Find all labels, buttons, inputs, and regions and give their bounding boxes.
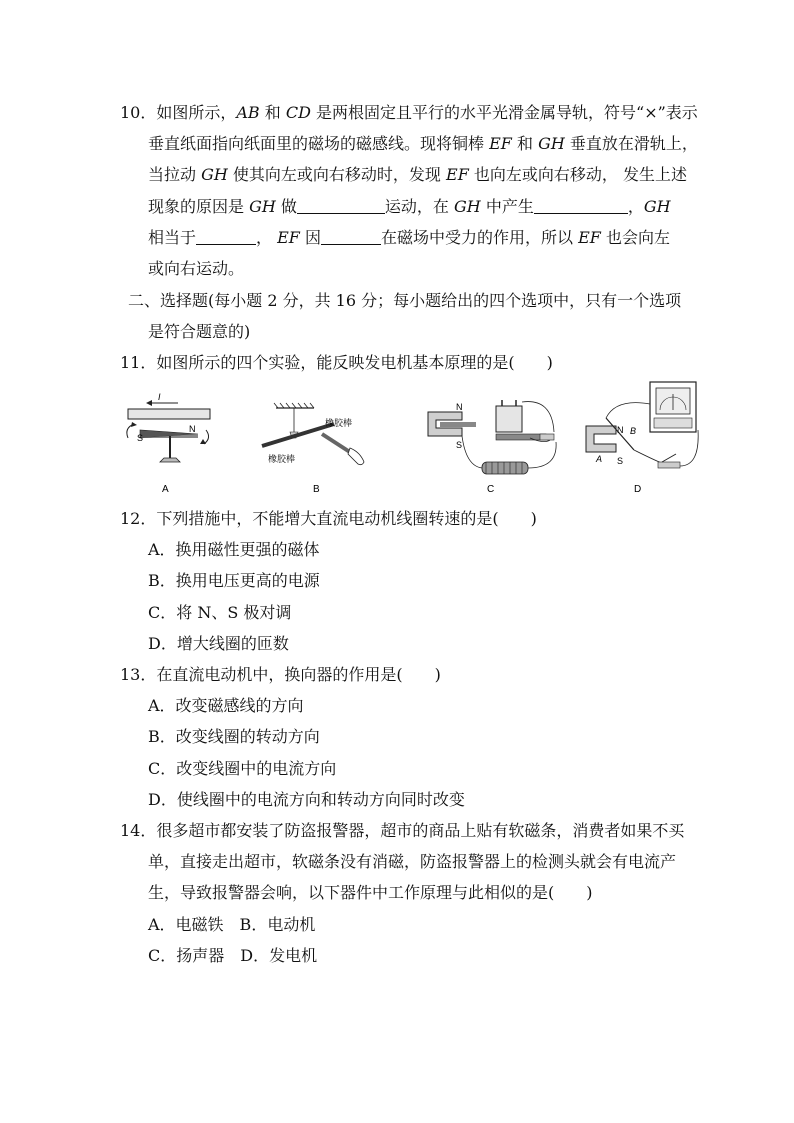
a-south-label: S bbox=[137, 433, 144, 443]
q13-option-b[interactable]: B．改变线圈的转动方向 bbox=[148, 727, 320, 746]
d-north-label: N bbox=[617, 425, 624, 435]
figure-c-electromagnet-circuit bbox=[428, 400, 556, 495]
figure-d-label: D bbox=[634, 484, 642, 495]
answer-blank-2[interactable] bbox=[534, 197, 628, 214]
q12-option-c[interactable]: C．将 N、S 极对调 bbox=[148, 603, 292, 622]
section-2-header: 二、选择题(每小题 2 分，共 16 分；每小题给出的四个选项中，只有一个选项 bbox=[128, 291, 682, 310]
q10-line-1: 10．如图所示，AB 和 CD 是两根固定且平行的水平光滑金属导轨，符号“×”表示 bbox=[120, 103, 698, 122]
b-rod-label-2: 橡胶棒 bbox=[268, 454, 296, 464]
q14-line-1: 14．很多超市都安装了防盗报警器，超市的商品上贴有软磁条，消费者如果不买 bbox=[120, 821, 685, 840]
c-north-label: N bbox=[456, 402, 463, 412]
figure-d-galvanometer bbox=[586, 382, 698, 495]
q13-option-c[interactable]: C．改变线圈中的电流方向 bbox=[148, 759, 337, 778]
c-south-label: S bbox=[456, 440, 463, 450]
d-a-label: A bbox=[596, 454, 603, 464]
d-b-label: B bbox=[630, 426, 637, 436]
q10-line-3: 当拉动 GH 使其向左或向右移动时，发现 EF 也向左或向右移动， 发生上述 bbox=[148, 165, 687, 184]
figure-a-label: A bbox=[162, 484, 169, 495]
answer-blank-3[interactable] bbox=[196, 228, 256, 245]
figure-a-oersted bbox=[127, 392, 210, 495]
answer-blank-1[interactable] bbox=[297, 197, 385, 214]
q10-line-2: 垂直纸面指向纸面里的磁场的磁感线。现将铜棒 EF 和 GH 垂直放在滑轨上， bbox=[148, 134, 698, 153]
figure-b-label: B bbox=[313, 484, 320, 495]
figure-c-label: C bbox=[487, 484, 495, 495]
q10-line-6: 或向右运动。 bbox=[148, 259, 245, 278]
a-north-label: N bbox=[189, 424, 196, 434]
q14-line-3: 生，导致报警器会响，以下器件中工作原理与此相似的是( ) bbox=[148, 883, 593, 902]
q11-stem: 11．如图所示的四个实验，能反映发电机基本原理的是( ) bbox=[120, 353, 553, 372]
section-2-header-cont: 是符合题意的) bbox=[148, 322, 251, 341]
q14-options-row-1[interactable]: A．电磁铁 B．电动机 bbox=[148, 915, 316, 934]
q11-figure bbox=[110, 378, 710, 498]
d-south-label: S bbox=[617, 456, 624, 466]
q14-line-2: 单，直接走出超市，软磁条没有消磁，防盗报警器上的检测头就会有电流产 bbox=[148, 852, 677, 871]
q13-stem: 13．在直流电动机中，换向器的作用是( ) bbox=[120, 665, 441, 684]
figure-b-rubber-rods bbox=[262, 403, 364, 495]
q12-stem: 12．下列措施中，不能增大直流电动机线圈转速的是( ) bbox=[120, 509, 537, 528]
q12-option-a[interactable]: A．换用磁性更强的磁体 bbox=[148, 540, 320, 559]
q14-options-row-2[interactable]: C．扬声器 D．发电机 bbox=[148, 946, 318, 965]
q13-option-a[interactable]: A．改变磁感线的方向 bbox=[148, 696, 304, 715]
a-current-label: I bbox=[158, 392, 161, 402]
q12-option-b[interactable]: B．换用电压更高的电源 bbox=[148, 571, 320, 590]
q10-line-5: 相当于 ， EF 因 在磁场中受力的作用，所以 EF 也会向左 bbox=[148, 228, 670, 247]
q10-line-4: 现象的原因是 GH 做 运动，在 GH 中产生 ，GH bbox=[148, 197, 671, 216]
answer-blank-4[interactable] bbox=[321, 228, 381, 245]
b-rod-label-1: 橡胶棒 bbox=[325, 418, 353, 428]
q12-option-d[interactable]: D．增大线圈的匝数 bbox=[148, 634, 289, 653]
q13-option-d[interactable]: D．使线圈中的电流方向和转动方向同时改变 bbox=[148, 790, 465, 809]
